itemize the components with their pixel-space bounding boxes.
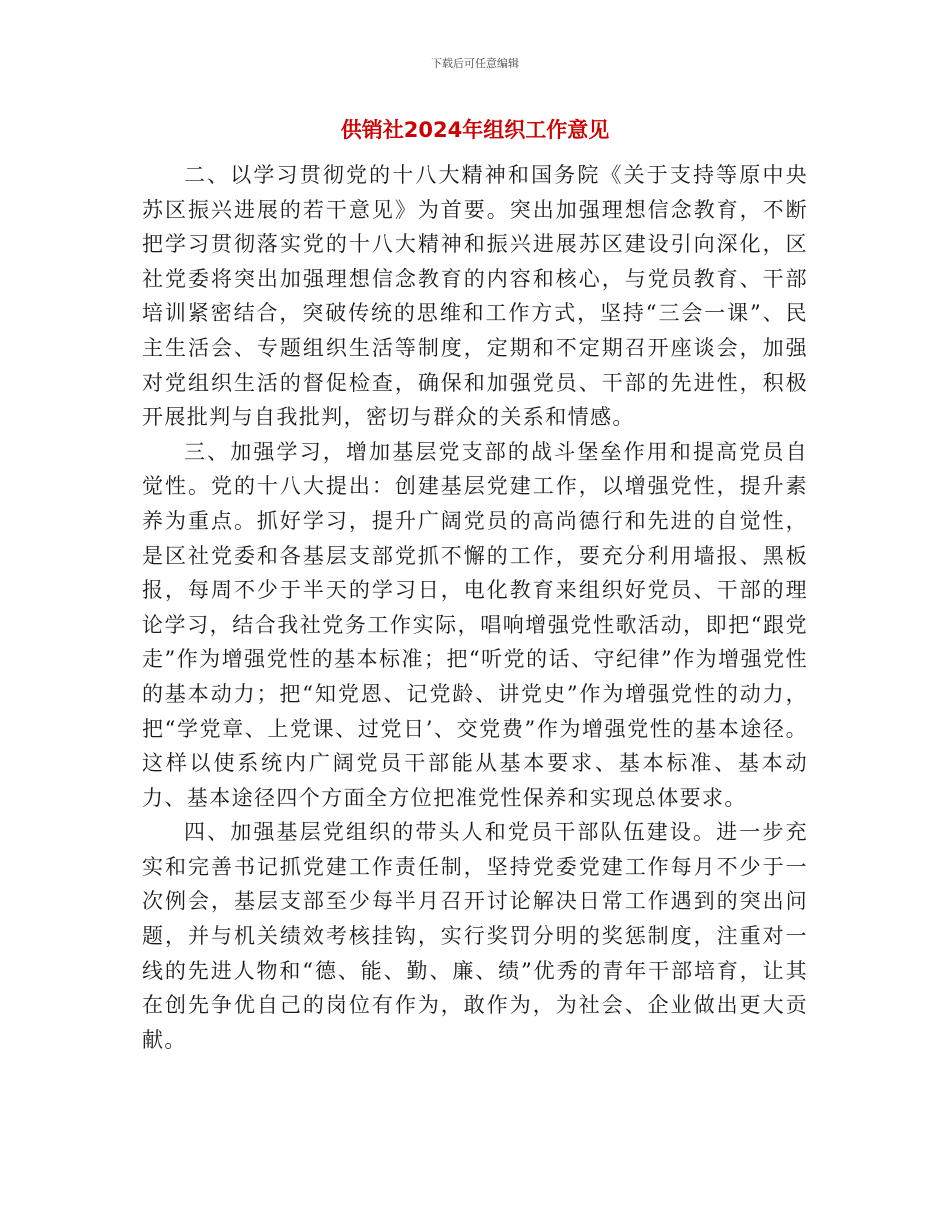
paragraph-4: 四、加强基层党组织的带头人和党员干部队伍建设。进一步充实和完善书记抓党建工作责任制，坚持党委党建工作每月不少于一次例会，基层支部至少每半月召开讨论解决日常工作遇到的突出问题，并与机关绩效考核挂钩，实行奖罚分明的奖惩制度，注重对一线的先进人物和“德、能、勤、廉、绩”优秀的青年干部培育，让其在创先争优自己的岗位有作为，敢作为，为社会、企业做出更大贡献。 xyxy=(142,820,808,1052)
document-title: 供销社2024年组织工作意见 xyxy=(340,118,610,142)
document-body xyxy=(142,158,808,1057)
paragraph-2: 二、以学习贯彻党的十八大精神和国务院《关于支持等原中央苏区振兴进展的若干意见》为首要。突出加强理想信念教育，不断把学习贯彻落实党的十八大精神和振兴进展苏区建设引向深化，区社党委将突出加强理想信念教育的内容和核心，与党员教育、干部培训紧密结合，突破传统的思维和工作方式，坚持“三会一课”、民主生活会、专题组织生活等制度，定期和不定期召开座谈会，加强对党组织生活的督促检查，确保和加强党员、干部的先进性，积极开展批判与自我批判，密切与群众的关系和情感。 xyxy=(142,163,808,430)
paragraph-3: 三、加强学习，增加基层党支部的战斗堡垒作用和提高党员自觉性。党的十八大提出：创建基层党建工作，以增强党性，提升素养为重点。抓好学习，提升广阔党员的高尚德行和先进的自觉性，是区社党委和各基层支部党抓不懈的工作，要充分利用墙报、黑板报，每周不少于半天的学习日，电化教育来组织好党员、干部的理论学习，结合我社党务工作实际，唱响增强党性歌活动，即把“跟党走”作为增强党性的基本标准；把“听党的话、守纪律”作为增强党性的基本动力；把“知党恩、记党龄、讲党史”作为增强党性的动力，把“学党章、上党课、过党日’、交党费”作为增强党性的基本途径。这样以使系统内广阔党员干部能从基本要求、基本标准、基本动力、基本途径四个方面全方位把准党性保养和实现总体要求。 xyxy=(142,439,808,810)
header-note: 下载后可任意编辑 xyxy=(431,57,519,70)
